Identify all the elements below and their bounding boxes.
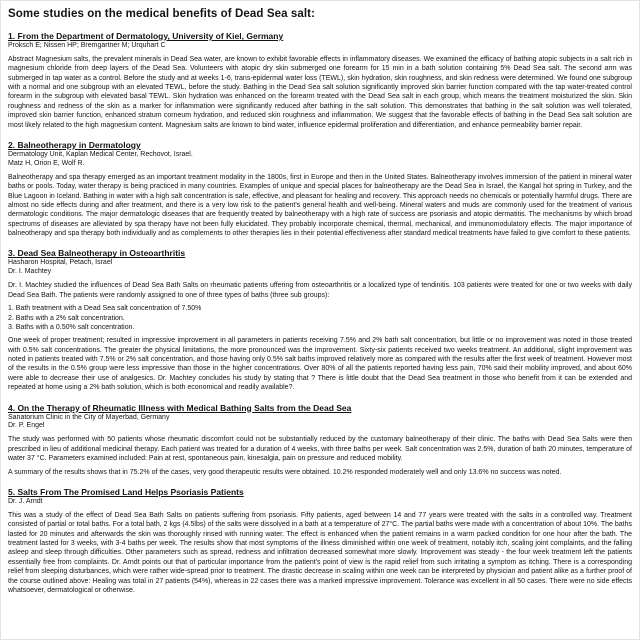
study-heading: 3. Dead Sea Balneotherapy in Osteoarthritis xyxy=(8,248,186,259)
study-meta xyxy=(8,498,632,507)
study-meta xyxy=(8,151,632,169)
study-heading: 1. From the Department of Dermatology, University of Kiel, Germany xyxy=(8,31,284,41)
study-paragraph: Dr. I. Machtey studied the influences of Dead Sea Bath Salts on rheumatic patients uffering from osteoarthritis or a localized type of tendinitis. 103 patients were treated for one or two weeks with daily Dead Sea Bath. The patients were randomly assigned to one of three types of baths (three sub groups): xyxy=(8,282,632,299)
study-section xyxy=(8,140,632,239)
study-meta xyxy=(8,414,632,432)
study-paragraph: One week of proper treatment; resulted in impressive improvement in all parameters in patients receiving 7.5% and 2% bath salt concentration, but little or no improvement was noted in those treated with 0.5% salt concentrations. The greater the physical limitations, the more pronounced was the improvement. Sixty-six patients received two weeks treatment. An additional, slight improvement was noted in patients treated with 7.5% or 2% salt concentration, and those having only 0.5% salt baths improved relatively more as compared with the results after the first week of treatment. However most of the results in the 0.5% group were less impressive than those in the higher concentrations. Over 80% of all the patients reported having less pain, 70% said their mobility improved, and about 60% were able to decrease their use of analgesics. Dr. Machtey concludes his study by stating that ? There is little doubt that the Dead Sea treatment in those who benefit from it can be extended and repeated at home using a 2% bath solution, which is both economical and readily available?. xyxy=(8,337,632,392)
study-blocks xyxy=(8,511,632,595)
study-meta-line: Hasharon Hospital, Petach, Israel xyxy=(8,259,113,267)
study-meta-line: Sanatorium Clinic in the City of Mayerbad, Germany xyxy=(8,413,170,421)
study-list-item: 3. Baths with a 0.50% salt concentration. xyxy=(8,323,135,331)
study-paragraph: Abstract Magnesium salts, the prevalent minerals in Dead Sea water, are known to exhibit favorable effects in inflammatory diseases. We examined the efficacy of bathing atopic subjects in a salt rich in magnesium chloride from deep layers of the Dead Sea. Volunteers with atopic dry skin submerged one forearm for 15 min in a bath solution containing 5% Dead Sea salt. The second arm was submerged in tap water as a control. Before the study and at weeks 1-6, trans-epidermal water loss (TEWL), skin hydration, skin roughness, and skin redness were determined. We found one subgroup with a normal and one subgroup with an elevated TEWL, before the study. Bathing in the Dead Sea salt solution significantly improved skin barrier function compared with the tap water-treated control forearm in the subgroup with elevated basal TEWL. Skin hydration was enhanced on the forearm treated with the Dead Sea salt in each group, which means the treatment moisturized the skin. Skin roughness and redness of the skin as a marker for inflammation were significantly reduced after bathing in the salt solution. This demonstrates that bathing in the salt solution was well tolerated, improved skin barrier function, enhanced stratum corneum hydration, and reduced skin roughness and inflammation. We suggest that the favorable effects of bathing in the Dead Sea salt solution are most likely related to the high magnesium content. Magnesium salts are known to bind water, influence epidermal proliferation and differentiation, and enhance permeability barrier repair. xyxy=(8,55,632,129)
study-blocks xyxy=(8,173,632,239)
study-heading: 2. Balneotherapy in Dermatology xyxy=(8,139,141,150)
study-meta-line: Dr. I. Machtey xyxy=(8,268,52,276)
study-list-item: 1. Bath treatment with a Dead Sea salt concentration of 7.50% xyxy=(8,305,202,313)
study-paragraph: The study was performed with 50 patients whose rheumatic discomfort could not be substantially reduced by the customary balneotherapy of their clinic. The baths with Dead Sea Salts were then prescribed in lieu of additional medicinal therapy. Each patient was treated for a duration of 4 weeks, with three baths per week. Salt concentration was 2.5%, duration of bath 20 minutes, temperature of water 37 °C. Parameters examined included: Pain at rest, spontaneous pain, kinesalgia, pain on pressure and reduced mobility. xyxy=(8,436,632,463)
study-list-item: 2. Baths with a 2% salt concentration. xyxy=(8,314,125,322)
study-blocks xyxy=(8,55,632,130)
study-section xyxy=(8,403,632,477)
study-meta xyxy=(8,259,632,277)
study-meta xyxy=(8,42,632,51)
study-section xyxy=(8,487,632,595)
study-heading: 4. On the Therapy of Rheumatic Illness with Medical Bathing Salts from the Dead Sea xyxy=(8,402,352,413)
study-meta-line: Proksch E; Nissen HP; Bremgartner M; Urquhart C xyxy=(8,42,166,49)
study-section xyxy=(8,31,632,130)
study-section xyxy=(8,248,632,392)
study-paragraph: A summary of the results shows that in 75.2% of the cases, very good therapeutic results were obtained. 10.2% responded moderately well and only 13.6% no success was noted. xyxy=(8,468,562,476)
study-meta-line: Dr. J. Arndt xyxy=(8,497,43,505)
sections-container xyxy=(8,31,632,595)
study-meta-line: Dermatology Unit, Kaplan Medical Center, Rechovot, Israel. xyxy=(8,150,193,158)
study-meta-line: Matz H, Orion E, Wolf R. xyxy=(8,159,85,167)
study-paragraph: Balneotherapy and spa therapy emerged as an important treatment modality in the 1800s, first in Europe and then in the United States. Balneotherapy involves immersion of the patient in mineral water baths or pools. Today, water therapy is being practiced in many countries. Examples of unique and special places for balneotherapy are the Dead Sea in Israel, the Kangal hot spring in Turkey, and the Blue Lagoon in Iceland. Bathing in water with a high salt concentration is safe, effective, and pleasant for healing and recovery. This approach needs no chemicals or potentially harmful drugs. There are almost no side effects during and after treatment, and there is a very low risk to the patient's general health and well-being. Mineral waters and muds are commonly used for the treatment of various dermatologic conditions. The major dermatologic diseases that are frequently treated by balneotherapy with a high rate of success are psoriasis and atopic dermatitis. The mechanisms by which broad spectrums of diseases are alleviated by spa therapy have not been fully elucidated. They probably incorporate chemical, thermal, mechanical, and immunomodulatory effects. The major importance of balneotherapy and spa therapy both individually and as complements to other therapies lies in their potential effectiveness after standard medical treatments have failed to give comfort to these patients. xyxy=(8,173,632,238)
page-title: Some studies on the medical benefits of Dead Sea salt: xyxy=(8,8,316,20)
study-paragraph: This was a study of the effect of Dead Sea Bath Salts on patients suffering from psoriasis. Fifty patients, aged between 14 and 77 years were treated with the salts in a controlled way. Treatment consisted of partial or total baths. For a total bath, 2 kgs (4.5lbs) of the salts were dissolved in a bath at a temperature of 27°C. The partial baths were made with a concentration of about 10%. The baths lasted for 20 minutes and afterwards the skin was thoroughly rinsed with running water. The effect is enhanced when the patient remains in a warm packed condition for one hour after the bath. The treatment lasted for 3 weeks, with 3-4 baths per week. The results show that most symptoms of the illness diminished within one week of treatment, notably itch, scaling joint complaints, and the falling asleep and sleep through difficulties. Other parameters such as spread, redness and infiltration decreased somewhat more slowly. Improvement was steady - the four week treatment left the patients essentially free from complaints. Dr. Arndt points out that of particular importance from the patient's point of view is the rapid relief from such irritating a symptom as itching. There is a corresponding relief from sleeping disturbances, which were rather wide-spread prior to treatment. The drastic decrease in scaling within one week can be interpreted by physician and patient alike as a further proof of the course outlined above: Healing was total in 27 patients (54%), whereas in 22 cases there was a marked impressive improvement. Tolerance was excellent in all 50 cases. There were no side effects whatsoever, dermatological or otherwise. xyxy=(8,511,632,594)
study-blocks xyxy=(8,435,632,477)
study-heading: 5. Salts From The Promised Land Helps Psoriasis Patients xyxy=(8,486,244,497)
study-meta-line: Dr. P. Engel xyxy=(8,422,45,430)
study-blocks xyxy=(8,281,632,392)
study-list xyxy=(8,304,632,332)
